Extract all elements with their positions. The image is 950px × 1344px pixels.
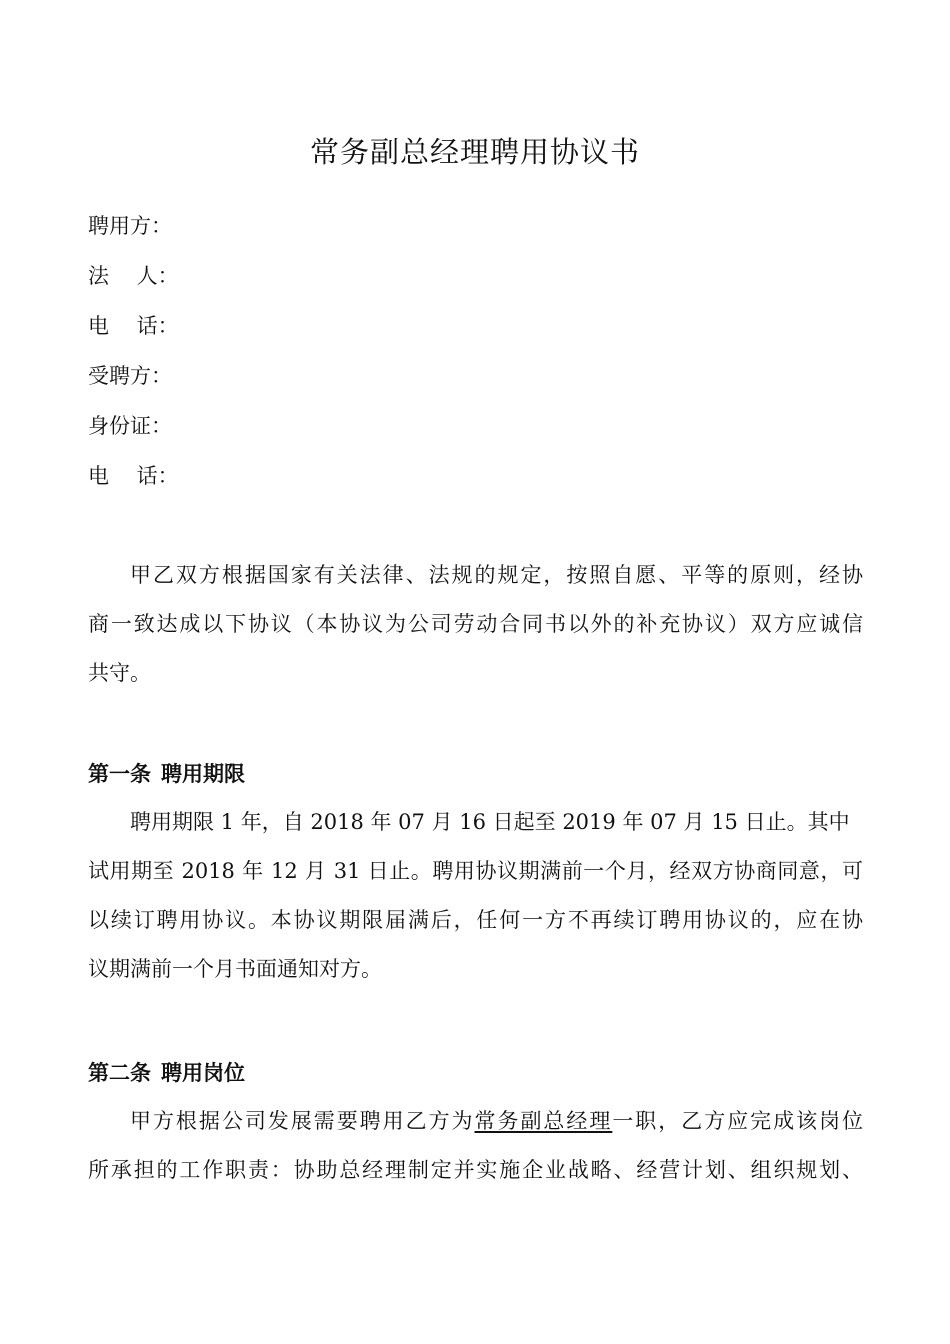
article2-line: 所承担的工作职责：协助总经理制定并实施企业战略、经营计划、组织规划、 (88, 1158, 863, 1182)
preamble-line: 甲乙双方根据国家有关法律、法规的规定，按照自愿、平等的原则，经协 (130, 563, 863, 587)
field-employee: 受聘方： (88, 364, 172, 388)
article1-title: 聘用期限 (161, 762, 245, 786)
position-title: 常务副总经理 (474, 1109, 613, 1133)
document-title: 常务副总经理聘用协议书 (309, 135, 640, 169)
article2-line1-pre: 甲方根据公司发展需要聘用乙方为 (130, 1109, 475, 1133)
preamble-paragraph (88, 551, 863, 698)
article2-line (88, 1097, 863, 1146)
field-id-card: 身份证： (88, 414, 172, 438)
field-legal-person: 法 人： (88, 264, 179, 288)
field-employer: 聘用方： (88, 214, 172, 238)
article1-paragraph (88, 798, 863, 994)
article2-number: 第二条 (88, 1061, 151, 1085)
article1-number: 第一条 (88, 762, 151, 786)
article2-title: 聘用岗位 (161, 1061, 245, 1085)
preamble-line: 商一致达成以下协议（本协议为公司劳动合同书以外的补充协议）双方应诚信 (88, 612, 863, 636)
field-employer-phone: 电 话： (88, 314, 179, 338)
article1-line: 以续订聘用协议。本协议期限届满后，任何一方不再续订聘用协议的，应在协 (88, 908, 863, 932)
article1-heading (88, 759, 245, 789)
article2-paragraph (88, 1097, 863, 1195)
field-employee-phone: 电 话： (88, 464, 179, 488)
article2-heading (88, 1058, 245, 1088)
preamble-line: 共守。 (88, 661, 151, 685)
article2-line1-post: 一职，乙方应完成该岗位 (612, 1109, 864, 1133)
article1-line: 议期满前一个月书面通知对方。 (88, 957, 382, 981)
article1-line: 聘用期限 1 年，自 2018 年 07 月 16 日起至 2019 年 07 月 15 日止。其中 (130, 810, 850, 834)
article1-line: 试用期至 2018 年 12 月 31 日止。聘用协议期满前一个月，经双方协商同意，可 (88, 859, 863, 883)
